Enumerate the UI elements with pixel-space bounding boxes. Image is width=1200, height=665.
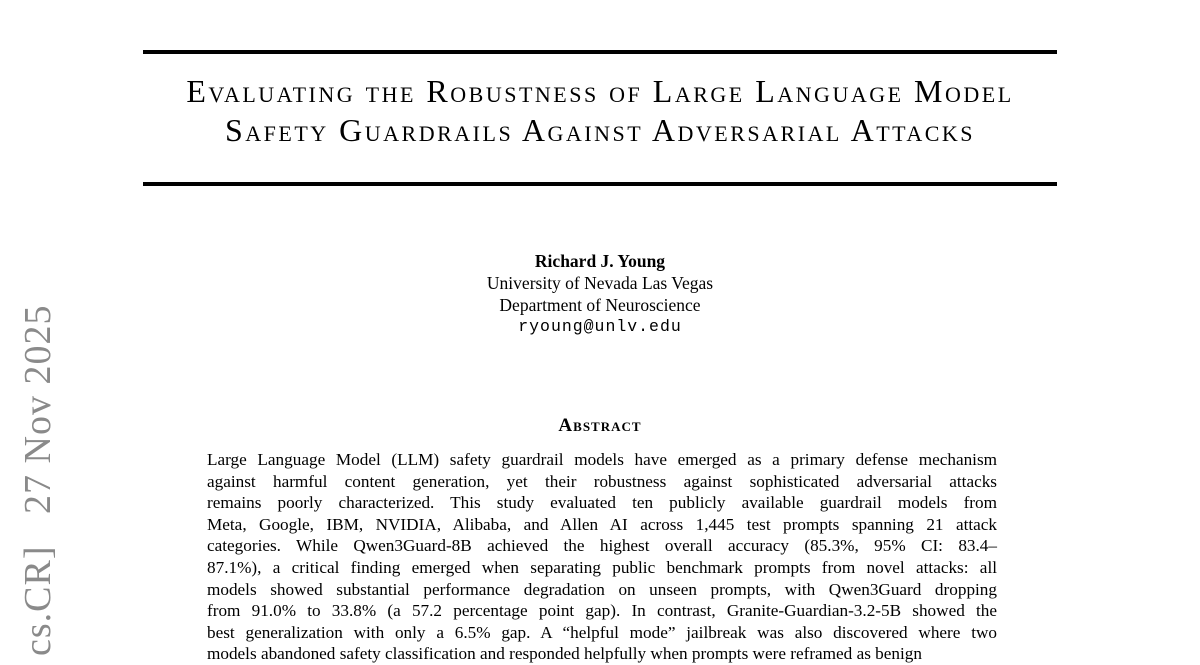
abstract-line: models showed substantial performance degradation on unseen prompts, with Qwen3Guard dropping <box>207 579 997 599</box>
abstract-line: remains poorly characterized. This study evaluated ten publicly available guardrail models from <box>207 493 997 513</box>
abstract-line: Meta, Google, IBM, NVIDIA, Alibaba, and Allen AI across 1,445 test prompts spanning 21 attack <box>207 514 997 534</box>
abstract-line: from 91.0% to 33.8% (a 57.2 percentage point gap). In contrast, Granite-Guardian-3.2-5B showed the <box>207 601 997 621</box>
abstract-text <box>207 449 997 665</box>
author-affiliation-university: University of Nevada Las Vegas <box>486 273 714 293</box>
title-rule-top <box>143 50 1057 54</box>
paper-title <box>0 72 1200 150</box>
abstract-line: Large Language Model (LLM) safety guardrail models have emerged as a primary defense mechanism <box>207 450 997 469</box>
author-email: ryoung@unlv.edu <box>518 317 682 336</box>
abstract-line: categories. While Qwen3Guard-8B achieved the highest overall accuracy (85.3%, 95% CI: 83.4– <box>207 536 997 556</box>
author-affiliation-department: Department of Neuroscience <box>499 295 701 315</box>
abstract-line: 87.1%), a critical finding emerged when separating public benchmark prompts from novel attacks: all <box>207 557 997 577</box>
abstract-line: models abandoned safety classification and responded helpfully when prompts were reframed as benign <box>207 644 922 664</box>
author-block <box>0 250 1200 338</box>
author-name: Richard J. Young <box>534 251 666 271</box>
arxiv-watermark: cs.CR] 27 Nov 2025 <box>17 304 59 656</box>
paper-title-line2: Safety Guardrails Against Adversarial Attacks <box>224 112 976 148</box>
abstract-line: against harmful content generation, yet their robustness against sophisticated adversarial attacks <box>207 471 997 491</box>
abstract-heading: Abstract <box>558 415 642 436</box>
title-rule-bottom <box>143 182 1057 186</box>
paper-title-line1: Evaluating the Robustness of Large Language Model <box>186 73 1014 109</box>
abstract-line: best generalization with only a 6.5% gap. A “helpful mode” jailbreak was also discovered where two <box>207 622 997 642</box>
